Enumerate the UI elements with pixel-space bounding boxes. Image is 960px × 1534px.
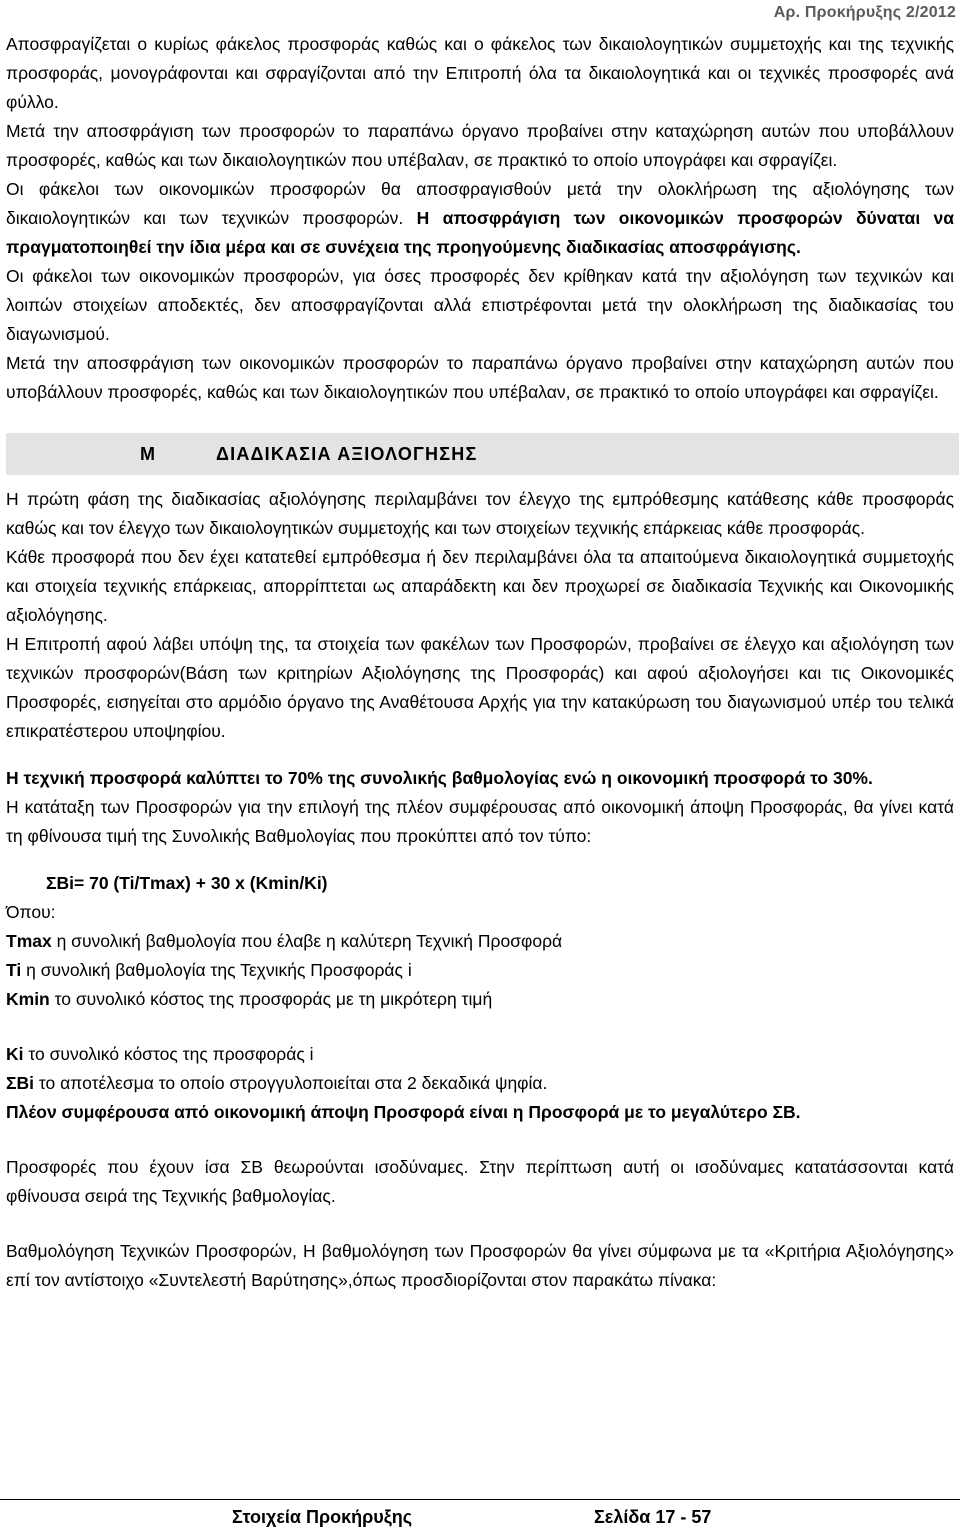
paragraph: Οι φάκελοι των οικονομικών προσφορών, για όσες προσφορές δεν κρίθηκαν κατά την αξιολόγηση των τεχνικών και λοιπών στοιχείων αποδεκτές, δεν αποσφραγίζονται αλλά επιστρέφονται μετά την ολοκλήρωση της διαδικασίας του διαγωνισμού. (6, 266, 954, 344)
definition (6, 956, 954, 985)
scoring-formula: ΣΒi= 70 (Ti/Tmax) + 30 x (Kmin/Ki) (46, 873, 328, 893)
paragraph: Μετά την αποσφράγιση των οικονομικών προσφορών το παραπάνω όργανο προβαίνει στην καταχώρηση αυτών που υποβάλλουν προσφορές, καθώς και των δικαιολογητικών που υπέβαλαν, σε πρακτικό το οποίο υπογράφει και σφραγίζει. (6, 353, 954, 402)
footer-page-number: Σελίδα 17 - 57 (594, 1507, 712, 1527)
paragraph: Η Επιτροπή αφού λάβει υπόψη της, τα στοιχεία των φακέλων των Προσφορών, προβαίνει σε έλεγχο και αξιολόγηση των τεχνικών προσφορών(Βάση των κριτηρίων Αξιολόγησης της Προσφοράς) και αφού αξιολογήσει και τις Οικονομικές Προσφορές, εισηγείται στο αρμόδιο όργανο της Αναθέτουσα Αρχής για την κατακύρωση του διαγωνισμού υπέρ του τελικά επικρατέστερου υποψηφίου. (6, 634, 954, 741)
paragraph: Η πρώτη φάση της διαδικασίας αξιολόγησης περιλαμβάνει τον έλεγχο της εμπρόθεσμης κατάθεσης κάθε προσφοράς καθώς και τον έλεγχο των δικαιολογητικών συμμετοχής και των στοιχείων τεχνικής επάρκειας κάθε προσφοράς. (6, 489, 954, 538)
where-label: Όπου: (6, 902, 56, 922)
section-number: Μ (140, 443, 157, 464)
paragraph: Βαθμολόγηση Τεχνικών Προσφορών, Η βαθμολόγηση των Προσφορών θα γίνει σύμφωνα με τα «Κριτήρια Αξιολόγησης» επί τον αντίστοιχο «Συντελεστή Βαρύτησης»,όπως προσδιορίζονται στον παρακάτω πίνακα: (6, 1241, 954, 1290)
definition-term: ΣΒi (6, 1073, 35, 1093)
definition-term: Kmin (6, 989, 50, 1009)
section-title: ΔΙΑΔΙΚΑΣΙΑ ΑΞΙΟΛΟΓΗΣΗΣ (216, 443, 478, 464)
paragraph (6, 175, 954, 262)
definition (6, 1040, 954, 1069)
definition-desc: το αποτέλεσμα το οποίο στρογγυλοποιείται στα 2 δεκαδικά ψηφία. (34, 1073, 548, 1093)
document-reference: Αρ. Προκήρυξης 2/2012 (773, 4, 956, 21)
definition-desc: η συνολική βαθμολογία που έλαβε η καλύτερη Τεχνική Προσφορά (51, 931, 563, 951)
definition (6, 1069, 954, 1098)
paragraph: Η κατάταξη των Προσφορών για την επιλογή της πλέον συμφέρουσας από οικονομική άποψη Προσφοράς, θα γίνει κατά τη φθίνουσα τιμή της Συνολικής Βαθμολογίας που προκύπτει από τον τύπο: (6, 797, 954, 846)
paragraph: Προσφορές που έχουν ίσα ΣΒ θεωρούνται ισοδύναμες. Στην περίπτωση αυτή οι ισοδύναμες κατατάσσονται κατά φθίνουσα σειρά της Τεχνικής βαθμολογίας. (6, 1157, 954, 1206)
page-footer (0, 1499, 960, 1534)
paragraph: Αποσφραγίζεται ο κυρίως φάκελος προσφοράς καθώς και ο φάκελος των δικαιολογητικών συμμετοχής και της τεχνικής προσφοράς, μονογράφονται και σφραγίζονται από την Επιτροπή όλα τα δικαιολογητικά και οι τεχνικές προσφορές ανά φύλλο. (6, 34, 954, 112)
definition-term: Ki (6, 1044, 24, 1064)
definition-term: Tmax (6, 931, 52, 951)
definition-desc: το συνολικό κόστος της προσφοράς i (23, 1044, 314, 1064)
weighting-statement: Η τεχνική προσφορά καλύπτει το 70% της συνολικής βαθμολογίας ενώ η οικονομική προσφορά το 30%. (6, 768, 873, 788)
paragraph: Μετά την αποσφράγιση των προσφορών το παραπάνω όργανο προβαίνει στην καταχώρηση αυτών που υποβάλλουν προσφορές, καθώς και των δικαιολογητικών που υπέβαλαν, σε πρακτικό το οποίο υπογράφει και σφραγίζει. (6, 121, 954, 170)
definition-desc: το συνολικό κόστος της προσφοράς με τη μικρότερη τιμή (49, 989, 493, 1009)
best-offer-statement: Πλέον συμφέρουσα από οικονομική άποψη Προσφορά είναι η Προσφορά με το μεγαλύτερο ΣΒ. (6, 1102, 801, 1122)
definition (6, 927, 954, 956)
paragraph-bold-text: Η αποσφράγιση των οικονομικών προσφορών δύναται να πραγματοποιηθεί την ίδια μέρα και σε συνέχεια της προηγούμενης διαδικασίας αποσφράγισης. (6, 208, 954, 257)
paragraph: Κάθε προσφορά που δεν έχει κατατεθεί εμπρόθεσμα ή δεν περιλαμβάνει όλα τα απαιτούμενα δικαιολογητικά συμμετοχής και στοιχεία τεχνικής επάρκειας, απορρίπτεται ως απαράδεκτη και δεν προχωρεί σε διαδικασία Τεχνικής και Οικονομικής αξιολόγησης. (6, 547, 954, 625)
section-heading (6, 433, 959, 475)
document-body (6, 30, 954, 1295)
definition (6, 985, 954, 1014)
paragraph-text: Οι φάκελοι των οικονομικών προσφορών θα αποσφραγισθούν μετά την ολοκλήρωση της αξιολόγησης των δικαιολογητικών και των τεχνικών προσφορών. (6, 179, 954, 228)
definition-term: Ti (6, 960, 22, 980)
footer-section-name: Στοιχεία Προκήρυξης (232, 1507, 413, 1527)
definition-desc: η συνολική βαθμολογία της Τεχνικής Προσφοράς i (21, 960, 412, 980)
